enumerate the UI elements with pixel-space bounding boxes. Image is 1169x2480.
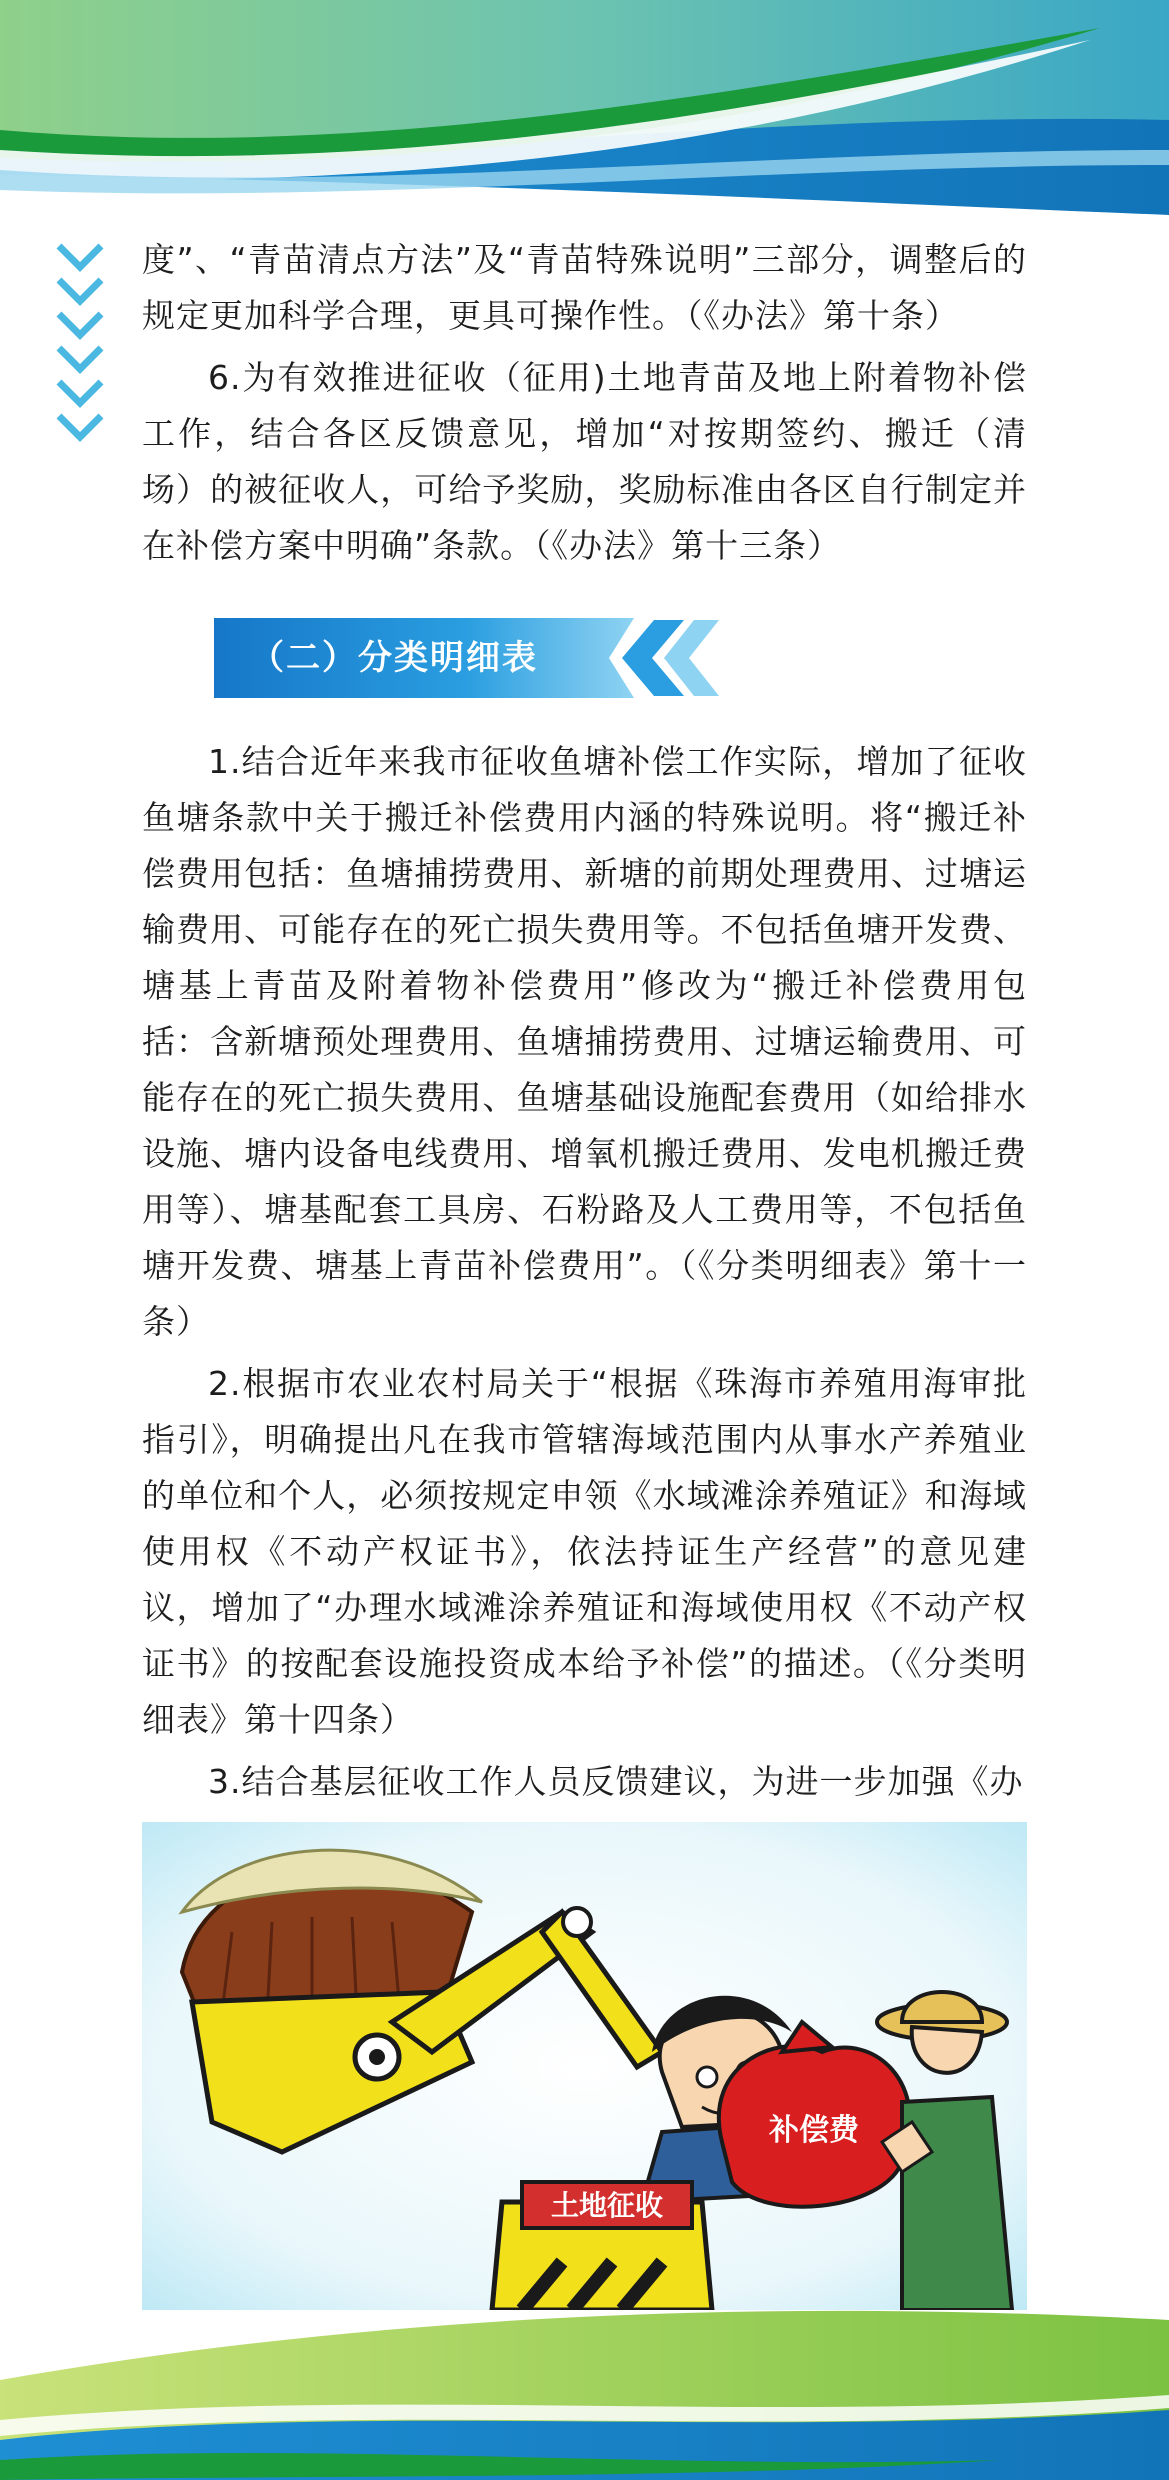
sign-text: 土地征收: [550, 2189, 664, 2222]
section-header: [214, 618, 734, 698]
bag-text: 补偿费: [769, 2113, 859, 2148]
paragraph-item-1: 1.结合近年来我市征收鱼塘补偿工作实际，增加了征收鱼塘条款中关于搬迁补偿费用内涵的特殊说明。将“搬迁补偿费用包括：鱼塘捕捞费用、新塘的前期处理费用、过塘运输费用、可能存在的死亡损失费用等。不包括鱼塘开发费、塘基上青苗及附着物补偿费用”修改为“搬迁补偿费用包括：含新塘预处理费用、鱼塘捕捞费用、过塘运输费用、可能存在的死亡损失费用、鱼塘基础设施配套费用（如给排水设施、塘内设备电线费用、增氧机搬迁费用、发电机搬迁费用等）、塘基配套工具房、石粉路及人工费用等，不包括鱼塘开发费、塘基上青苗补偿费用”。（《分类明细表》第十一条）: [142, 742, 1027, 1341]
bottom-banner: [0, 2290, 1169, 2480]
left-chevron-decoration: [55, 240, 105, 450]
land-acquisition-illustration: [142, 1822, 1027, 2310]
paragraph-item-6: 6.为有效推进征收（征用)土地青苗及地上附着物补偿工作，结合各区反馈意见，增加“对按期签约、搬迁（清场）的被征收人，可给予奖励，奖励标准由各区自行制定并在补偿方案中明确”条款。（《办法》第十三条）: [142, 358, 1027, 565]
paragraph-item-2: 2.根据市农业农村局关于“根据《珠海市养殖用海审批指引》，明确提出凡在我市管辖海域范围内从事水产养殖业的单位和个人，必须按规定申领《水域滩涂养殖证》和海域使用权《不动产权证书》，依法持证生产经营”的意见建议，增加了“办理水域滩涂养殖证和海域使用权《不动产权证书》的按配套设施投资成本给予补偿”的描述。（《分类明细表》第十四条）: [142, 1364, 1027, 1739]
section-title: （二）分类明细表: [250, 638, 538, 678]
top-banner: [0, 0, 1169, 240]
paragraph-continuation: 度”、“青苗清点方法”及“青苗特殊说明”三部分，调整后的规定更加科学合理，更具可操作性。（《办法》第十条）: [142, 240, 1027, 335]
paragraph-item-3: 3.结合基层征收工作人员反馈建议，为进一步加强《办: [208, 1762, 1024, 1801]
main-content: [142, 232, 1027, 1810]
